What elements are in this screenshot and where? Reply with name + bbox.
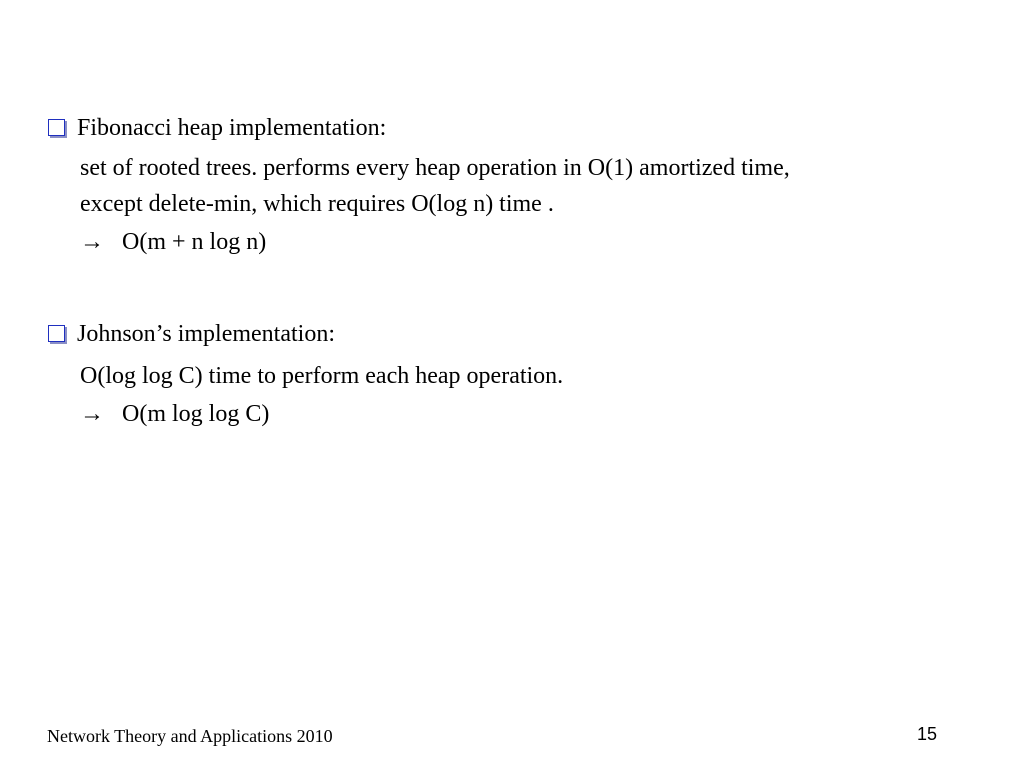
page-number: 15 xyxy=(916,724,937,744)
section-heading-row xyxy=(48,112,988,144)
section-heading-row xyxy=(48,318,988,350)
result-text: O(m log log C) xyxy=(122,401,270,427)
footer-title: Network Theory and Applications 2010 xyxy=(47,726,333,746)
section-heading: Johnson’s implementation: xyxy=(77,321,335,347)
hollow-square-bullet-icon xyxy=(48,119,65,136)
section-body-line: set of rooted trees. performs every heap operation in O(1) amortized time, xyxy=(80,155,790,181)
section-johnson xyxy=(48,318,988,430)
right-arrow-icon: → xyxy=(80,229,104,255)
section-heading: Fibonacci heap implementation: xyxy=(77,115,387,141)
section-body-line: O(log log C) time to perform each heap operation. xyxy=(80,363,564,389)
result-row xyxy=(48,398,988,430)
section-fibonacci xyxy=(48,112,988,258)
right-arrow-icon: → xyxy=(80,401,104,427)
hollow-square-bullet-icon xyxy=(48,325,65,342)
result-text: O(m + n log n) xyxy=(122,229,267,255)
result-row xyxy=(48,226,988,258)
section-body-line: except delete-min, which requires O(log n) time . xyxy=(80,191,554,217)
